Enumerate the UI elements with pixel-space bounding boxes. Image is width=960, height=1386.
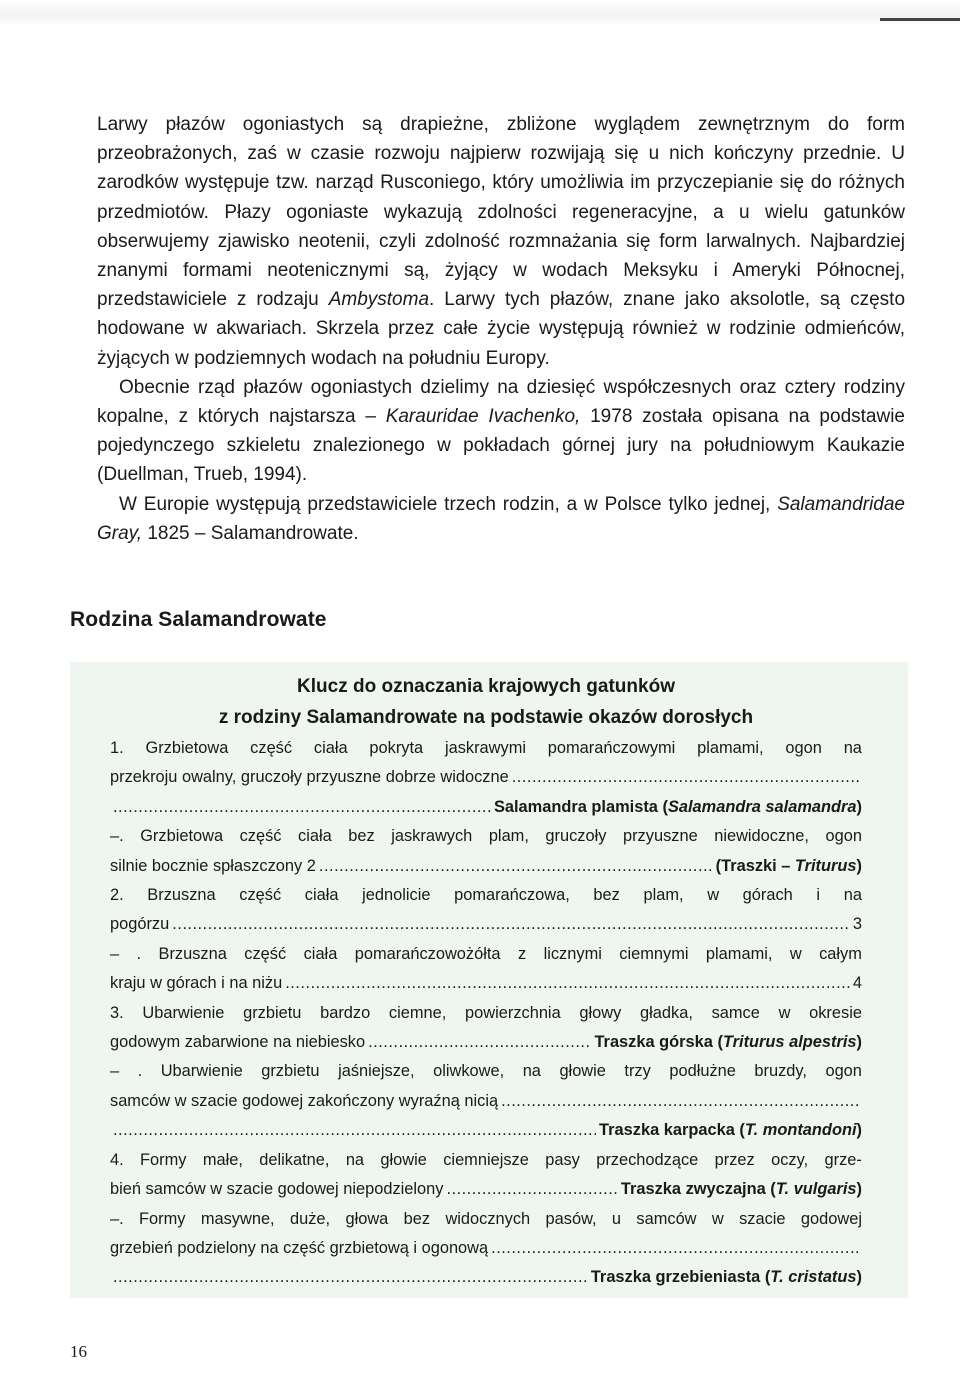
leader-dots	[113, 1116, 596, 1145]
key-result-number: 3	[852, 915, 862, 934]
entry-line: bień samców w szacie godowej niepodzielony	[110, 1180, 444, 1199]
leader-dots	[285, 969, 850, 998]
entry-line: –. Grzbietowa część ciała bez jaskrawych plam, gruczoły przyuszne niewidoczne, ogon	[110, 827, 862, 846]
entry-line: 3. Ubarwienie grzbietu bardzo ciemne, powierzchnia głowy gładka, samce w okresie	[110, 1003, 862, 1022]
entry-line: przekroju owalny, gruczoły przyuszne dobrze widoczne	[110, 768, 509, 787]
entry-line: samców w szacie godowej zakończony wyraźną nicią	[110, 1091, 499, 1110]
page-number: 16	[70, 1342, 87, 1361]
key-entry-2b	[110, 940, 862, 999]
leader-dots	[501, 1087, 859, 1116]
key-entry-1b	[110, 822, 862, 881]
leader-dots	[368, 1028, 591, 1057]
key-entry-4	[110, 1146, 862, 1205]
entry-line: kraju w górach i na niżu	[110, 974, 283, 993]
leader-dots	[172, 910, 850, 939]
key-result: Salamandra plamista (Salamandra salamandra)	[493, 797, 862, 816]
entry-line: – . Ubarwienie grzbietu jaśniejsze, oliwkowe, na głowie trzy podłużne bruzdy, ogon	[110, 1062, 862, 1081]
entry-line: –. Formy masywne, duże, głowa bez widocznych pasów, u samców w szacie godowej	[110, 1209, 862, 1228]
paragraph-1: Larwy płazów ogoniastych są drapieżne, zbliżone wyglądem zewnętrznym do form przeobrażonych, zaś w czasie rozwoju najpierw rozwijają się u nich kończyny przednie. U zarodków występuje tzw. narząd Rusconiego, który umożliwia im przyczepianie się do różnych przedmiotów. Płazy ogoniaste wykazują zdolności regeneracyjne, a u wielu gatunków obserwujemy zjawisko neotenii, czyli zdolność rozmnażania się form larwalnych. Najbardziej znanymi formami neotenicznymi są, żyjący w wodach Meksyku i Ameryki Północnej, przedstawiciele z rodzaju Ambystoma. Larwy tych płazów, znane jako aksolotle, są często hodowane w akwariach. Skrzela przez całe życie występują również w rodzinie odmieńców, żyjących w podziemnych wodach na południu Europy.	[97, 114, 906, 369]
paragraph-2: Obecnie rząd płazów ogoniastych dzielimy na dziesięć współczesnych oraz cztery rodziny kopalne, z których najstarsza – Karauridae Ivachenko, 1978 została opisana na podstawie pojedynczego szkieletu znalezionego w pokładach górnej jury na południowym Kaukazie (Duellman, Trueb, 1994).	[97, 376, 905, 486]
leader-dots	[491, 1234, 859, 1263]
key-title-line-1: Klucz do oznaczania krajowych gatunków	[297, 676, 675, 697]
key-entry-1	[110, 734, 862, 822]
body-text	[97, 110, 905, 548]
identification-key	[70, 662, 908, 1298]
leader-dots	[113, 1263, 588, 1292]
key-result: (Traszki – Triturus)	[715, 856, 862, 875]
key-title-line-2: z rodziny Salamandrowate na podstawie okazów dorosłych	[218, 707, 754, 728]
entry-line: 4. Formy małe, delikatne, na głowie ciemniejsze pasy przechodzące przez oczy, grze-	[110, 1150, 862, 1169]
key-entry-3	[110, 999, 862, 1058]
entry-line: – . Brzuszna część ciała pomarańczowożółta z licznymi ciemnymi plamami, w całym	[110, 944, 862, 963]
key-result: Traszka zwyczajna (T. vulgaris)	[620, 1180, 862, 1199]
key-result: Traszka grzebieniasta (T. cristatus)	[590, 1268, 862, 1287]
key-result: Traszka karpacka (T. montandoni)	[599, 1121, 862, 1140]
leader-dots	[512, 763, 859, 792]
scan-top-edge	[0, 0, 960, 26]
paragraph-3: W Europie występują przedstawiciele trzech rodzin, a w Polsce tylko jednej, Salamandridae Gray, 1825 – Salamandrowate.	[97, 493, 905, 544]
entry-line: 2. Brzuszna część ciała jednolicie pomarańczowa, bez plam, w górach i na	[110, 886, 862, 905]
key-entry-3b	[110, 1057, 862, 1145]
scan-top-mark	[880, 18, 960, 21]
leader-dots	[113, 793, 491, 822]
leader-dots	[446, 1175, 617, 1204]
leader-dots	[319, 852, 713, 881]
entry-line: godowym zabarwione na niebiesko	[110, 1033, 366, 1052]
entry-line: 1. Grzbietowa część ciała pokryta jaskrawymi pomarańczowymi plamami, ogon na	[110, 739, 862, 757]
key-entry-2	[110, 881, 862, 940]
key-result-number: 4	[852, 974, 862, 993]
entry-line: silnie bocznie spłaszczony 2	[110, 856, 316, 875]
key-result: Traszka górska (Triturus alpestris)	[594, 1033, 862, 1052]
section-title: Rodzina Salamandrowate	[70, 608, 327, 631]
key-entry-4b	[110, 1205, 862, 1293]
entry-line: grzebień podzielony na część grzbietową i ogonową	[110, 1238, 489, 1257]
entry-line: pogórzu	[110, 915, 170, 934]
